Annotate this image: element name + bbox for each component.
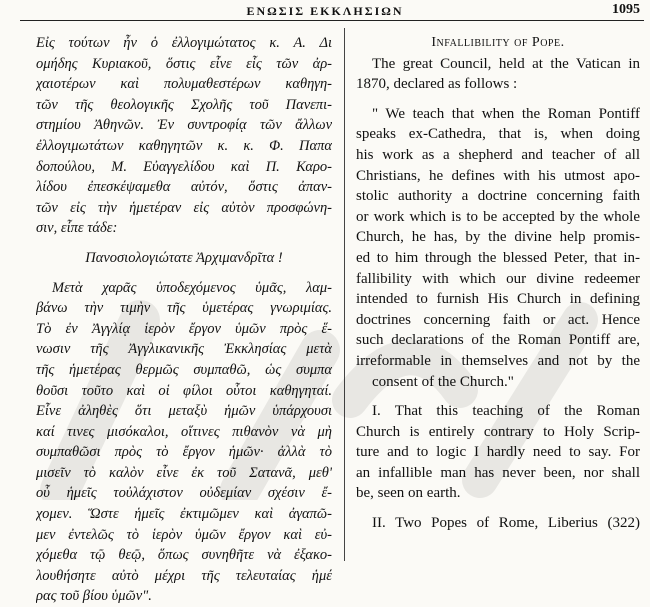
text-line: be, seen on earth.	[356, 485, 461, 502]
text-line: The great Council, held at the Vatican in	[372, 55, 640, 72]
text-line: μισεῖν τὸ καλὸν εἶνε ἐκ τοῦ Σατανᾶ, μεθ'	[36, 464, 332, 481]
text-line: Εἶνε ἀληθὲς ὅτι μεταξὺ ἡμῶν ὑπάρχουσι	[36, 403, 332, 420]
text-line: ture and to logic I hardly need to say. For	[356, 444, 640, 461]
text-line: ρας τοῦ βίου ὑμῶν".	[36, 588, 152, 605]
text-line: consent of the Church."	[372, 373, 514, 390]
text-line: stolic authority a doctrine concerning faith	[356, 188, 640, 205]
greek-paragraph-1	[36, 33, 332, 239]
text-line: an infallible man has never been, nor shall	[356, 464, 640, 481]
text-line: Μετὰ χαρᾶς ὑποδεχόμενος ὑμᾶς, λαμ-	[52, 279, 332, 296]
text-line: ἐλλογιμωτάτων καθηγητῶν κ. κ. Φ. Παπα	[36, 137, 332, 154]
point-one-paragraph	[356, 401, 640, 504]
text-line: στημίου Ἀθηνῶν. Ἐν συντροφίᾳ τῶν ἄλλων	[36, 117, 332, 134]
text-line: χόμεθα τῷ θεῷ, ὅπως συνηθῆτε νὰ ἐξακο-	[36, 547, 332, 564]
text-line: μεν ἐντελῶς τὸ ἱερὸν ὑμῶν ἔργον καὶ εὐ-	[36, 526, 332, 543]
greek-paragraph-2	[36, 278, 332, 607]
page-header	[0, 0, 650, 24]
text-line: doctrines concerning faith or act. Hence	[356, 311, 640, 328]
text-line: such declarations of the Roman Pontiff are,	[356, 332, 640, 349]
text-line: λίδου ἐπεσκέψαμεθα αὐτόν, ὅστις ἀπαν-	[36, 179, 332, 196]
text-line: λουθήσητε αὐτὸ μέχρι τῆς τελευταίας ἡμέ	[36, 567, 332, 584]
text-line: his work as a shepherd and teacher of all	[356, 146, 640, 163]
column-divider	[344, 28, 345, 561]
text-line: καί τινες μισόκαλοι, οἵτινες πιθανὸν νὰ μὴ	[36, 423, 332, 440]
text-line: 1870, declared as follows :	[356, 76, 518, 93]
text-line: ομήδης Κυριακοῦ, ὅστις εἶνε εἷς τῶν ἀρ-	[36, 55, 332, 72]
text-line: Church, he has, by the divine help promis-	[356, 229, 640, 246]
section-heading: Infallibility of Pope.	[431, 35, 565, 50]
salutation: Πανοσιολογιώτατε Ἀρχιμανδρῖτα !	[85, 249, 283, 266]
text-line: Christians, he defines with his utmost apo-	[356, 167, 640, 184]
council-quote	[356, 104, 640, 392]
right-column	[356, 33, 640, 534]
text-line: τῆς ἡμετέρας θερμῶς συμπαθῶ, ὡς συμπα	[36, 361, 332, 378]
text-line: speaks ex-Cathedra, that is, when doing	[356, 126, 640, 143]
text-line: " We teach that when the Roman Pontiff	[372, 105, 640, 122]
text-line: χομεν. Ὥστε ἡμεῖς ἐκτιμῶμεν καὶ ἀγαπῶ-	[36, 506, 332, 523]
text-line: or work which is to be accepted by the whole	[356, 208, 640, 225]
point-two-paragraph	[356, 513, 640, 534]
text-line: intended to furnish His Church in defining	[356, 291, 640, 308]
text-line: θοῦσι τοῦτο καὶ οἱ φίλοι οὗτοι καθηγηταί.	[36, 382, 332, 399]
text-line: I. That this teaching of the Roman	[372, 403, 640, 420]
text-line: τῶν εἰς τὴν ἡμετέραν εἰς αὐτὸν προσφώνη-	[36, 199, 332, 216]
text-line: Church is entirely contrary to Holy Scrip-	[356, 423, 640, 440]
header-rule	[20, 20, 644, 21]
intro-paragraph	[356, 54, 640, 95]
text-line: Τὸ ἐν Ἀγγλίᾳ ἱερὸν ἔργον ὑμῶν πρὸς ἕ-	[36, 320, 332, 337]
running-head: ΕΝΩΣΙΣ ΕΚΚΛΗΣΙΩΝ	[246, 4, 404, 18]
text-line: fallibility with which our divine redeemer	[356, 270, 640, 287]
text-line: δοπούλου, Μ. Εὐαγγελίδου καὶ Π. Καρο-	[36, 158, 332, 175]
text-line: ed to him through the blessed Peter, that in-	[356, 249, 640, 266]
left-column	[36, 33, 332, 607]
text-line: Εἰς τούτων ἦν ὁ ἐλλογιμώτατος κ. Α. Δι	[36, 35, 332, 51]
text-line: συμπαθῶσι πρὸς τὸ ἔργον ἡμῶν· ἀλλὰ τὸ	[36, 444, 332, 461]
text-line: σιν, εἶπε τάδε:	[36, 220, 118, 237]
text-line: τῶν τῆς θεολογικῆς Σχολῆς τοῦ Πανεπι-	[36, 96, 332, 113]
text-line: νωσιν τῆς Ἀγγλικανικῆς Ἐκκλησίας μετὰ	[36, 341, 332, 358]
page-number: 1095	[612, 2, 640, 17]
text-line: II. Two Popes of Rome, Liberius (322)	[372, 515, 640, 532]
text-line: βάνω τὴν τιμὴν τῆς ὑμετέρας γνωριμίας.	[36, 300, 332, 317]
text-line: irreformable in themselves and not by the	[356, 352, 640, 369]
text-line: χαιοτέρων καὶ πολυμαθεστέρων καθηγη-	[36, 76, 332, 93]
text-line: οὗ ἡμεῖς τοὐλάχιστον οὐδεμίαν σχέσιν ἔ-	[36, 485, 332, 502]
